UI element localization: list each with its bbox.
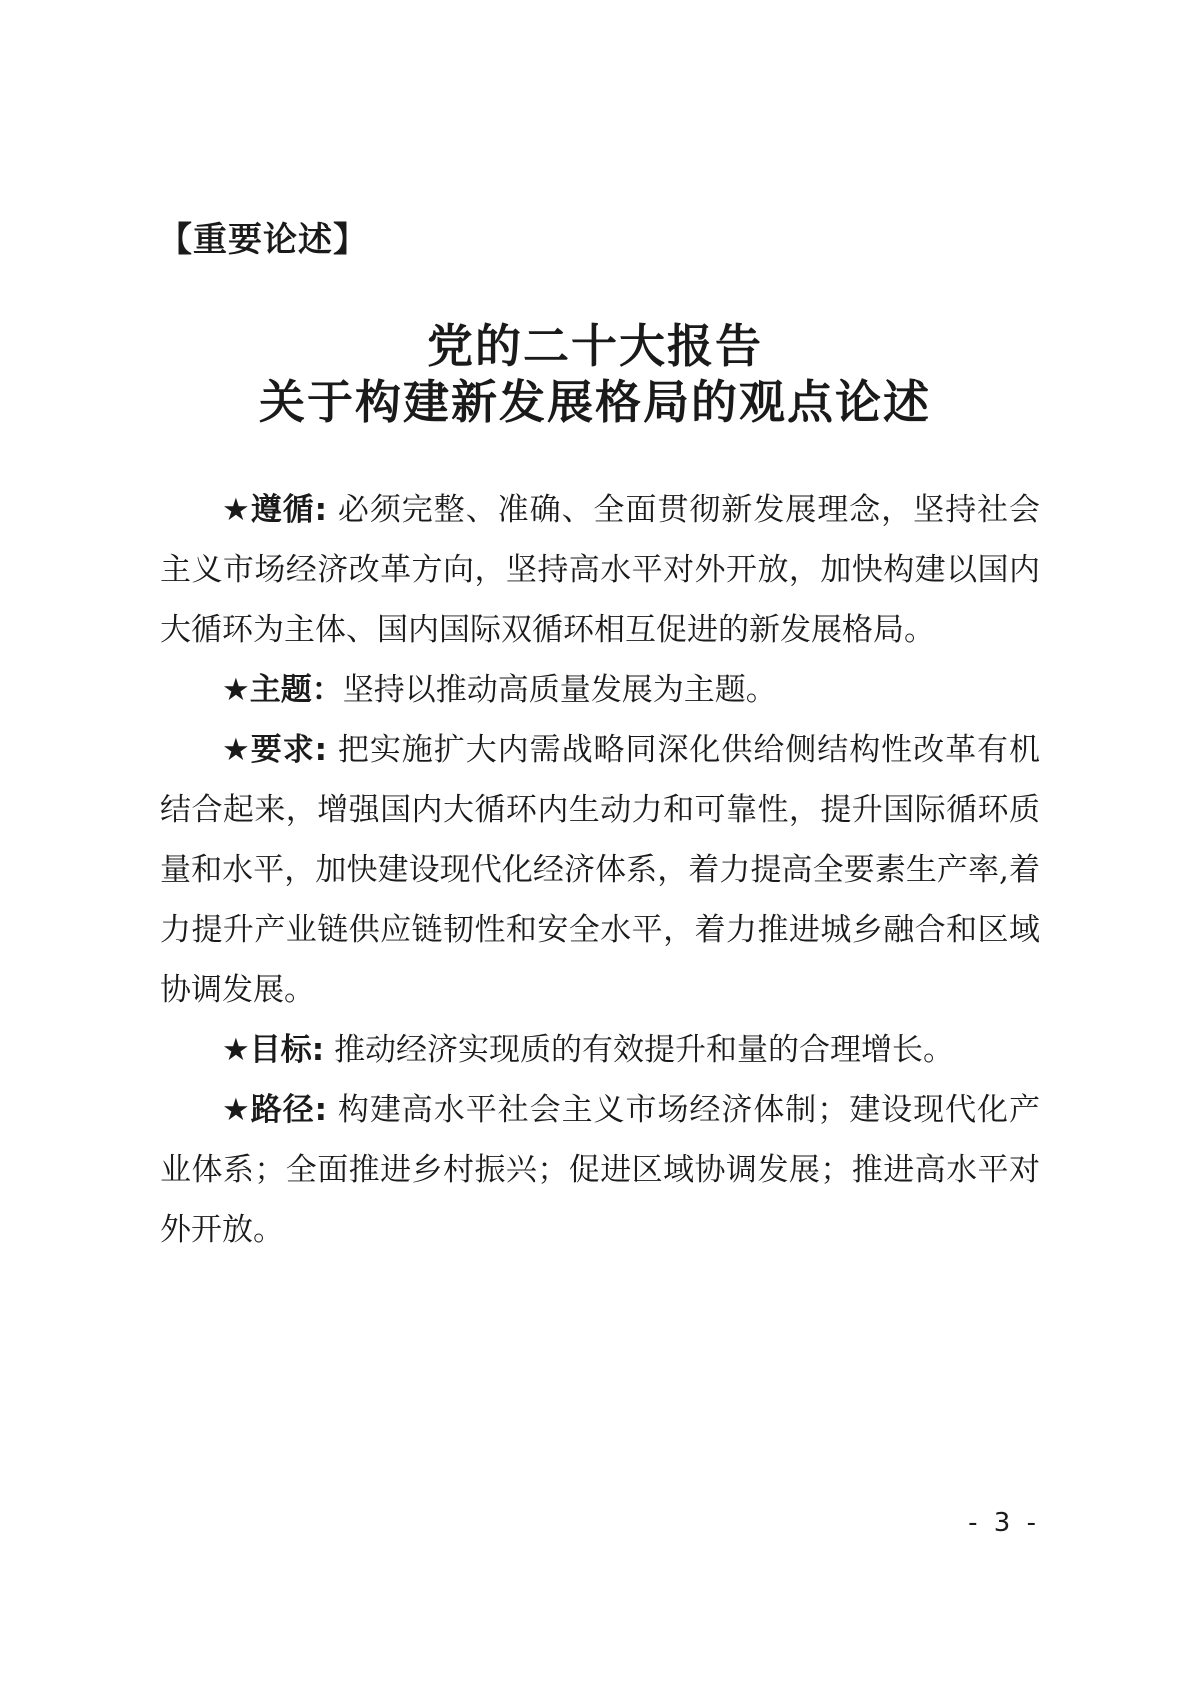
paragraph-theme-text: 坚持以推动高质量发展为主题。 <box>342 672 777 708</box>
paragraph-theme-lead: ★主题： <box>222 672 343 708</box>
title-line-2: 关于构建新发展格局的观点论述 <box>259 375 931 429</box>
paragraph-goal <box>160 1020 1040 1080</box>
page-number: - 3 - <box>968 1508 1040 1538</box>
paragraph-requirements <box>160 720 1040 1020</box>
paragraph-requirements-lead: ★要求: <box>222 732 328 768</box>
paragraph-path-lead: ★路径: <box>222 1092 328 1128</box>
document-title <box>0 318 1190 430</box>
paragraph-theme <box>160 660 1040 720</box>
section-label: 【重要论述】 <box>158 220 368 260</box>
paragraph-principle <box>160 480 1040 660</box>
paragraph-goal-text: 推动经济实现质的有效提升和量的合理增长。 <box>334 1032 955 1068</box>
paragraph-requirements-text: 把实施扩大内需战略同深化供给侧结构性改革有机结合起来，增强国内大循环内生动力和可靠性，提升国际循环质量和水平，加快建设现代化经济体系，着力提高全要素生产率,着力提升产业链供应链韧性和安全水平，着力推进城乡融合和区域协调发展。 <box>160 732 1040 1008</box>
paragraph-principle-text: 必须完整、准确、全面贯彻新发展理念，坚持社会主义市场经济改革方向，坚持高水平对外开放，加快构建以国内大循环为主体、国内国际双循环相互促进的新发展格局。 <box>160 492 1040 648</box>
paragraph-path-text: 构建高水平社会主义市场经济体制；建设现代化产业体系；全面推进乡村振兴；促进区域协调发展；推进高水平对外开放。 <box>160 1092 1040 1248</box>
paragraph-principle-lead: ★遵循: <box>222 492 328 528</box>
paragraph-path <box>160 1080 1040 1260</box>
document-body <box>160 480 1040 1260</box>
paragraph-goal-lead: ★目标: <box>222 1032 325 1068</box>
title-line-1: 党的二十大报告 <box>427 319 763 373</box>
